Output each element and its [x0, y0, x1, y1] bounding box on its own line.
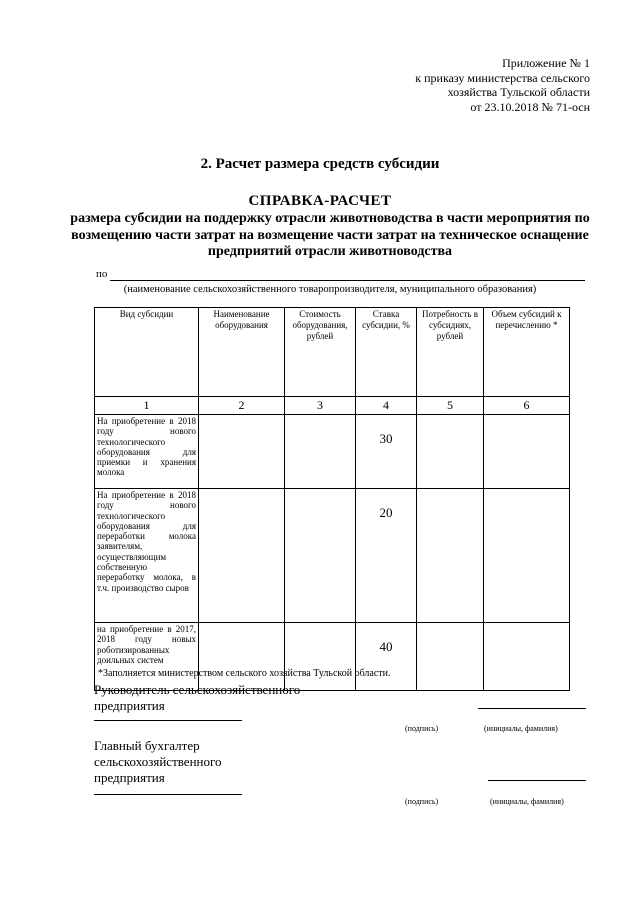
subsidy-rate-cell: 40	[356, 623, 417, 691]
equipment-name-cell[interactable]	[199, 489, 285, 623]
header-equipment-cost: Стоимость оборудования, рублей	[285, 308, 356, 397]
head-title-line-2: предприятия	[94, 698, 165, 713]
row-subsidy-type: На приобретение в 2018 году нового технологического оборудования для переработки молока заявителям, осуществляющим собственную переработку молока, в т.ч. производство сыров	[95, 489, 199, 623]
header-subsidy-need: Потребность в субсидиях, рублей	[417, 308, 484, 397]
header-subsidy-type: Вид субсидии	[95, 308, 199, 397]
column-number: 5	[417, 397, 484, 415]
head-extra-line[interactable]	[94, 720, 242, 721]
head-name-caption: (инициалы, фамилия)	[484, 724, 558, 733]
table-row	[95, 623, 570, 691]
accountant-title-line-3: предприятия	[94, 770, 165, 785]
column-number: 1	[95, 397, 199, 415]
accountant-name-caption: (инициалы, фамилия)	[490, 797, 564, 806]
column-number: 6	[484, 397, 570, 415]
subsidy-volume-cell[interactable]	[484, 623, 570, 691]
document-subtitle: размера субсидии на поддержку отрасли животноводства в части мероприятия по возмещению части затрат на возмещение части затрат на техническое оснащение предприятий отрасли животноводства	[70, 211, 590, 259]
row-subsidy-type: на приобретение в 2017, 2018 году новых роботизированных доильных систем	[95, 623, 199, 691]
subsidy-rate-cell: 20	[356, 489, 417, 623]
equipment-cost-cell[interactable]	[285, 415, 356, 489]
recipient-label: по	[96, 268, 108, 280]
column-number: 3	[285, 397, 356, 415]
subsidy-need-cell[interactable]	[417, 623, 484, 691]
appendix-line-3: хозяйства Тульской области	[447, 85, 590, 99]
head-name-line[interactable]	[478, 708, 586, 709]
appendix-line-4: от 23.10.2018 № 71-осн	[470, 99, 590, 114]
equipment-cost-cell[interactable]	[285, 489, 356, 623]
header-equipment-name: Наименование оборудования	[199, 308, 285, 397]
recipient-input-line[interactable]	[110, 280, 585, 281]
subsidy-volume-cell[interactable]	[484, 489, 570, 623]
accountant-title-line-1: Главный бухгалтер	[94, 738, 200, 753]
column-number: 4	[356, 397, 417, 415]
appendix-line-2: к приказу министерства сельского	[415, 70, 590, 85]
equipment-cost-cell[interactable]	[285, 623, 356, 691]
accountant-title-line-2: сельскохозяйственного	[94, 754, 222, 769]
subsidy-need-cell[interactable]	[417, 415, 484, 489]
accountant-name-line[interactable]	[488, 780, 586, 781]
appendix-line-1: Приложение № 1	[502, 56, 590, 70]
column-number-row	[95, 397, 570, 415]
section-title: 2. Расчет размера средств субсидии	[200, 156, 440, 172]
header-subsidy-volume: Объем субсидий к перечислению *	[484, 308, 570, 397]
head-title	[94, 682, 300, 714]
head-signature-caption: (подпись)	[405, 724, 439, 733]
table-header-row	[95, 308, 570, 397]
head-title-line-1: Руководитель сельскохозяйственного	[94, 682, 301, 697]
table-row	[95, 489, 570, 623]
column-number: 2	[199, 397, 285, 415]
accountant-signature-caption: (подпись)	[405, 797, 439, 806]
row-subsidy-type: На приобретение в 2018 году нового технологического оборудования для приемки и хранения молока	[95, 415, 199, 489]
document-title: СПРАВКА-РАСЧЕТ	[248, 193, 392, 209]
subsidy-table	[94, 307, 570, 691]
table-row	[95, 415, 570, 489]
equipment-name-cell[interactable]	[199, 415, 285, 489]
subsidy-rate-cell: 30	[356, 415, 417, 489]
appendix-block	[380, 56, 590, 114]
subsidy-need-cell[interactable]	[417, 489, 484, 623]
equipment-name-cell[interactable]	[199, 623, 285, 691]
accountant-extra-line[interactable]	[94, 794, 242, 795]
footnote: *Заполняется министерством сельского хозяйства Тульской области.	[98, 668, 391, 679]
subsidy-volume-cell[interactable]	[484, 415, 570, 489]
header-subsidy-rate: Ставка субсидии, %	[356, 308, 417, 397]
accountant-title	[94, 738, 222, 786]
recipient-caption: (наименование сельскохозяйственного товаропроизводителя, муниципального образования)	[123, 284, 537, 295]
